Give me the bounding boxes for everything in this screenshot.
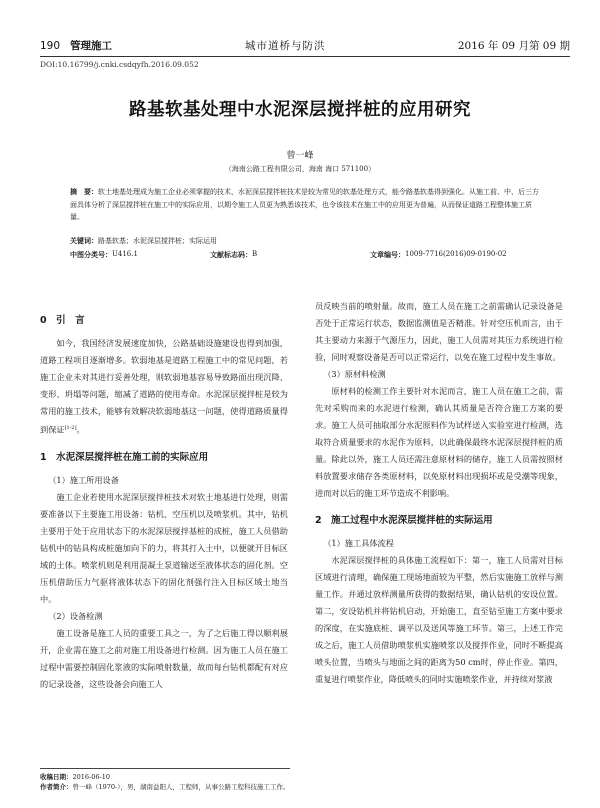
equipment-paragraph: 施工企业若使用水泥深层搅拌桩技术对软土地基进行处理，则需要准备以下主要施工用设备：钻机、空压机以及喷浆机。其中，钻机主要用于处于应用状态下的水泥深层搅拌基桩的成桩，施工人员借助钻机中的钻具构成桩施加向下的力，将其打入土中，以便就开目标区域的土体。喷浆机则是利用混凝土泵道输送至液体状态的固化剂。空压机借助压力气驱将液体状态下的固化剂强行注入目标区域土地当中。 bbox=[40, 491, 288, 604]
equipment-check-continued: 员反映当前的喷射量。故而，施工人员在施工之前需确认记录设备是否处于正常运行状态，数据监测值是否精准。针对空压机而言，由于其主要动力来源于气源压力，因此，施工人员需对其压力系统进行检验，同时观察设备是否可以正常运行，以免在施工过程中发生事故。 bbox=[315, 301, 563, 362]
classification-line bbox=[70, 250, 545, 262]
article-number: 文章编号： 1009-7716(2016)09-0190-02 bbox=[370, 250, 507, 259]
abstract-label: 摘 要： bbox=[70, 188, 98, 196]
section-2-heading: 2 施工过程中水泥深层搅拌桩的实际运用 bbox=[315, 515, 493, 526]
footnote bbox=[40, 768, 290, 792]
section-0-heading: 0 引 言 bbox=[40, 315, 85, 326]
author-bio: 作者简介：曾一峰（1970-），男，湖南益阳人，工程师，从事公路工程科技施工工作。 bbox=[40, 783, 290, 791]
process-paragraph: 水泥深层搅拌桩的具体施工流程如下：第一，施工人员需对目标区域进行清理，确保施工现场地面较为平整，然后实施施工放样与测量工作。并通过放样测量所获得的数据结果，确认钻机的安设位置。第二，安设钻机并将钻机启动，开始施工，直至钻至施工方案中要求的深度，在实施底桩、调平以及送风等施工环节。第三，上述工作完成之后，施工人员借助喷浆机实施喷浆以及搅拌作业，同时不断提高喷头位置，当喷头与地面之间的距离为50 cm时，停止作业。第四，重复进行喷浆作业，降低喷头的同时实施喷浆作业，并持续对浆液 bbox=[315, 555, 563, 684]
subsection-2-heading: （2）设备检测 bbox=[48, 610, 103, 621]
doi: DOI:10.16799/j.cnki.csdqyfh.2016.09.052 bbox=[40, 60, 199, 69]
subsection-1-heading: （1）施工所用设备 bbox=[48, 474, 119, 485]
doc-code: 文献标志码： B bbox=[210, 250, 258, 259]
subsection-3-heading: （3）原材料检测 bbox=[323, 369, 386, 379]
journal-name: 城市道桥与防洪 bbox=[245, 40, 326, 52]
issue-date: 2016 年 09 月第 09 期 bbox=[457, 40, 570, 52]
running-header bbox=[40, 38, 570, 56]
material-check-paragraph: 原材料的检测工作主要针对水泥而言，施工人员在施工之前，需先对采购而来的水泥进行检测，确认其质量是否符合施工方案的要求。施工人员可抽取部分水泥原料作为试样送入实验室进行检测，选取符合质量要求的水泥作为原料，以此确保最终水泥深层搅拌桩的质量。除此以外，施工人员还需注意原材料的储存，施工人员需按照材料放置要求储存各类原材料，以免原材料出现损坏或是受潮等现象，进而对以后的施工环节造成不利影响。 bbox=[315, 386, 563, 498]
paper-title: 路基软基处理中水泥深层搅拌桩的应用研究 bbox=[129, 100, 471, 120]
citation: [1-2] bbox=[64, 425, 77, 431]
subsection-4-heading: （1）施工具体流程 bbox=[323, 538, 394, 548]
equipment-check-paragraph: 施工设备是施工人员的重要工具之一，为了之后施工得以顺利展开，企业需在施工之前对施工用设备进行检测。因为施工人员在施工过程中需要控制固化浆液的实际喷射数量，故而每台钻机都配有对应的记录设备，这些设备会向施工人 bbox=[40, 627, 288, 689]
header-rule bbox=[40, 56, 570, 57]
keywords-text: 路基软基；水泥深层搅拌桩；实际运用 bbox=[98, 237, 217, 245]
section-1-heading: 1 水泥深层搅拌桩在施工前的实际应用 bbox=[40, 451, 209, 463]
abstract-text: 软土地基处理成为施工企业必须掌握的技术，水泥深层搅拌桩技术是较为常见的软基处理方式，能令路基软基得到强化。从施工前、中、后三方面具体分析了深层搅拌桩在施工中的实际应用，以期令施工人员更为熟悉该技术，也令该技术在施工中的应用更为普遍，从而保证道路工程整体施工质量。 bbox=[70, 188, 539, 221]
author: 曾一峰 bbox=[286, 151, 314, 161]
keywords-label: 关键词： bbox=[70, 236, 98, 245]
keywords-line bbox=[70, 236, 545, 246]
intro-paragraph: 如今，我国经济发展速度加快，公路基础设施建设也得到加强，道路工程项目逐渐增多。软弱地基是道路工程施工中的常见问题，若施工企业未对其进行妥善处理，则软弱地基容易导致路面出现沉降、变形、坍塌等问题，缩减了道路的使用寿命。水泥深层搅拌桩是较为常用的施工技术，能够有效解决软弱地基这一问题，使得道路质量得到保证[1-2]。 bbox=[40, 338, 288, 435]
page-number-and-section: 190 管理施工 bbox=[40, 40, 113, 52]
received-date: 收稿日期：2016-06-10 bbox=[40, 773, 110, 781]
clc-code: 中图分类号： U416.1 bbox=[70, 250, 138, 259]
abstract bbox=[70, 186, 545, 224]
left-column bbox=[40, 312, 288, 693]
right-column bbox=[315, 298, 563, 688]
affiliation: （海南公路工程有限公司，海南 海口 571100） bbox=[224, 165, 376, 173]
